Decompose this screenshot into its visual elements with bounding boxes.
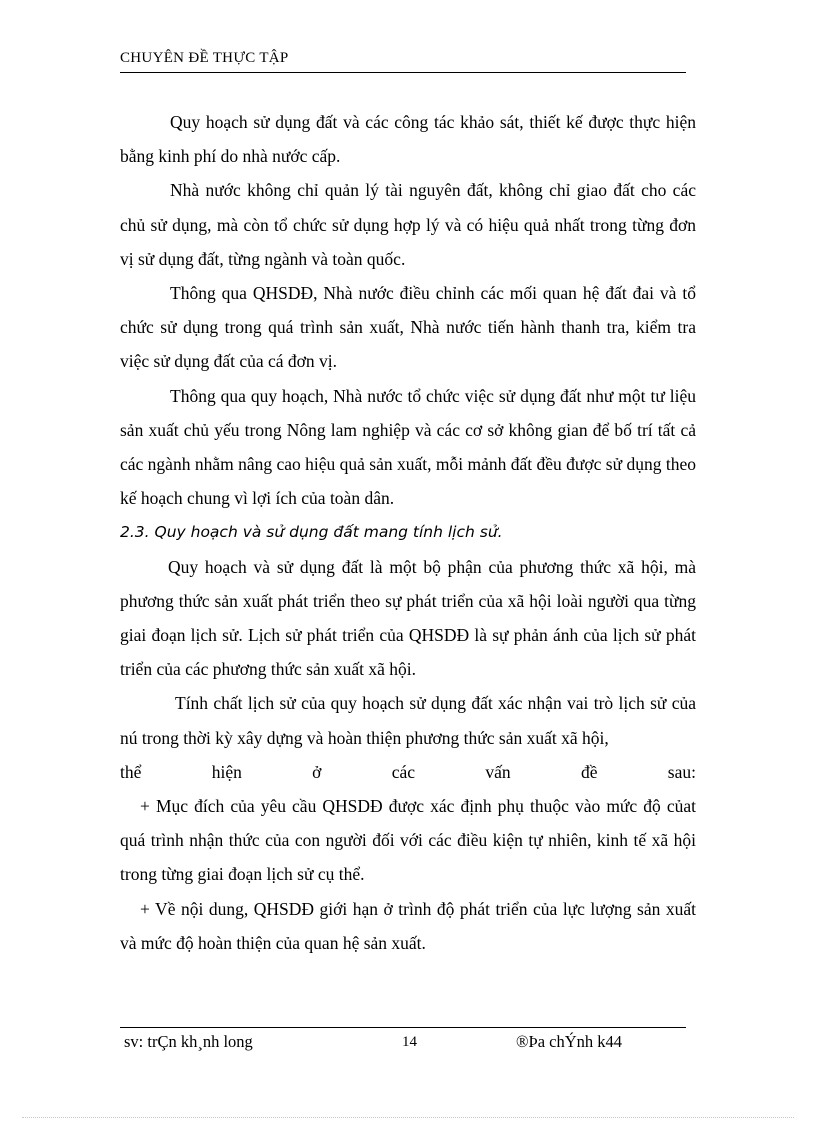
footer-author: sv: trÇn kh¸nh long <box>124 1032 253 1051</box>
page-number: 14 <box>402 1034 417 1050</box>
spread-line <box>120 755 696 789</box>
paragraph-1: Quy hoạch sử dụng đất và các công tác khảo sát, thiết kế được thực hiện bằng kinh phí do nhà nước cấp. <box>120 112 696 167</box>
spread-word: thể <box>120 761 142 782</box>
spread-word: các <box>391 761 416 782</box>
footer-divider <box>120 1027 686 1028</box>
paragraph-3: Thông qua QHSDĐ, Nhà nước điều chỉnh các mối quan hệ đất đai và tổ chức sử dụng trong quá trình sản xuất, Nhà nước tiến hành thanh tra, kiểm tra việc sử dụng đất của cá đơn vị. <box>120 283 696 372</box>
bullet-1: + Mục đích của yêu cầu QHSDĐ được xác định phụ thuộc vào mức độ củat quá trình nhận thức của con người đối với các điều kiện tự nhiên, kinh tế xã hội trong từng giai đoạn lịch sử cụ thể. <box>120 796 696 885</box>
paragraph-4: Thông qua quy hoạch, Nhà nước tổ chức việc sử dụng đất như một tư liệu sản xuất chủ yếu trong Nông lam nghiệp và các cơ sở không gian để bố trí tất cả các ngành nhằm nâng cao hiệu quả sản xuất, mỗi mảnh đất đều được sử dụng theo kế hoạch chung vì lợi ích của toàn dân. <box>120 385 696 509</box>
paragraph-6: Tính chất lịch sử của quy hoạch sử dụng đất xác nhận vai trò lịch sử của nú trong thời kỳ xây dựng và hoàn thiện phương thức sản xuất xã hội, <box>120 693 696 748</box>
spread-word: đề <box>580 761 598 782</box>
paragraph-5: Quy hoạch và sử dụng đất là một bộ phận của phương thức xã hội, mà phương thức sản xuất phát triển theo sự phát triển của xã hội loài người qua từng giai đoạn lịch sử. Lịch sử phát triển của QHSDĐ là sự phản ánh của lịch sử phát triển của các phương thức sản xuất xã hội. <box>120 556 696 680</box>
spread-word: hiện <box>211 761 242 782</box>
spread-word: vấn <box>485 761 511 782</box>
page-edge <box>22 1117 794 1118</box>
footer-class: ®Þa chÝnh k44 <box>516 1032 623 1051</box>
page-header: CHUYÊN ĐỀ THỰC TẬP <box>120 50 289 66</box>
spread-word: sau: <box>667 761 696 782</box>
header-divider <box>120 72 686 73</box>
bullet-2: + Về nội dung, QHSDĐ giới hạn ở trình độ phát triển của lực lượng sản xuất và mức độ hoàn thiện của quan hệ sản xuất. <box>120 898 696 953</box>
spread-word: ở <box>312 761 322 782</box>
paragraph-2: Nhà nước không chỉ quản lý tài nguyên đất, không chỉ giao đất cho các chủ sử dụng, mà còn tổ chức sử dụng hợp lý và có hiệu quả nhất trong từng đơn vị sử dụng đất, từng ngành và toàn quốc. <box>120 180 696 269</box>
document-body <box>120 105 696 960</box>
section-heading: 2.3. Quy hoạch và sử dụng đất mang tính lịch sử. <box>120 523 503 542</box>
